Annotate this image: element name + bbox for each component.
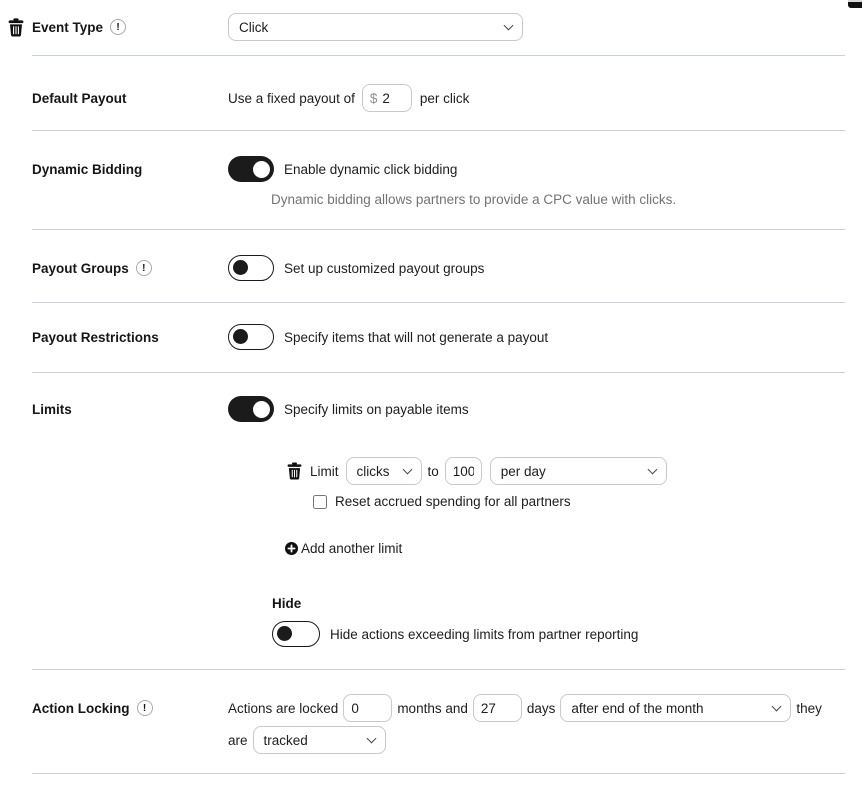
add-another-limit-label: Add another limit (301, 541, 403, 556)
payout-groups-toggle-label: Set up customized payout groups (284, 260, 485, 276)
payout-groups-toggle[interactable] (228, 255, 274, 281)
payout-suffix-text: per click (419, 90, 470, 106)
action-locking-row (32, 670, 845, 774)
info-icon[interactable]: ! (136, 260, 152, 276)
chevron-down-icon (402, 464, 412, 474)
limits-row (32, 373, 845, 670)
to-word: to (427, 463, 439, 479)
dynamic-bidding-label: Dynamic Bidding (32, 161, 143, 177)
reset-spending-row (313, 494, 845, 509)
payout-restrictions-toggle[interactable] (228, 324, 274, 350)
limit-amount-input[interactable] (445, 457, 482, 485)
locking-are-text: are (228, 732, 248, 748)
payout-restrictions-row (32, 303, 845, 373)
hide-actions-toggle-label: Hide actions exceeding limits from partner reporting (330, 626, 639, 642)
default-payout-label: Default Payout (32, 90, 127, 106)
limits-label: Limits (32, 401, 72, 417)
payout-amount-field[interactable] (362, 84, 412, 112)
plus-circle-icon (285, 542, 298, 555)
limit-period-select-value: per day (500, 463, 546, 479)
reset-spending-checkbox[interactable] (313, 495, 327, 509)
locking-months-input[interactable] (343, 694, 392, 722)
limit-period-select[interactable] (490, 457, 667, 485)
locking-when-select[interactable] (560, 694, 791, 722)
locking-between-text: months and (397, 700, 468, 716)
limit-word: Limit (310, 463, 339, 479)
trash-icon[interactable] (287, 462, 302, 480)
limit-definition-row (287, 457, 845, 485)
payout-amount-input[interactable] (382, 91, 403, 106)
event-type-select[interactable] (228, 13, 523, 41)
limit-metric-select-value: clicks (356, 463, 390, 479)
chevron-down-icon (366, 733, 376, 743)
info-icon[interactable]: ! (137, 700, 153, 716)
default-payout-row (32, 56, 845, 131)
dynamic-bidding-toggle-label: Enable dynamic click bidding (284, 161, 458, 177)
dynamic-bidding-helper-text: Dynamic bidding allows partners to provide a CPC value with clicks. (271, 192, 677, 207)
trash-icon[interactable] (8, 18, 24, 37)
event-type-row (32, 0, 845, 56)
info-icon[interactable]: ! (110, 19, 126, 35)
chevron-down-icon (504, 20, 514, 30)
hide-section-heading: Hide (272, 596, 302, 611)
chevron-down-icon (647, 464, 657, 474)
event-type-select-value: Click (239, 19, 269, 35)
currency-symbol: $ (369, 90, 378, 106)
locking-lead-text: Actions are locked (228, 700, 339, 716)
limits-toggle-label: Specify limits on payable items (284, 401, 469, 417)
payout-prefix-text: Use a fixed payout of (228, 90, 355, 106)
payout-groups-row (32, 230, 845, 303)
dynamic-bidding-row (32, 131, 845, 230)
locking-days-input[interactable] (473, 694, 522, 722)
limits-toggle[interactable] (228, 396, 274, 422)
locking-when-select-value: after end of the month (571, 700, 704, 716)
dynamic-bidding-toggle[interactable] (228, 156, 274, 182)
hide-actions-toggle[interactable] (272, 621, 320, 647)
event-type-label: Event Type (32, 19, 104, 35)
limit-metric-select[interactable] (346, 457, 422, 485)
clipped-element-fragment (848, 0, 862, 8)
locking-status-select-value: tracked (263, 732, 308, 748)
add-another-limit-button[interactable] (285, 541, 402, 556)
reset-spending-label: Reset accrued spending for all partners (335, 494, 571, 509)
payout-groups-label: Payout Groups (32, 260, 129, 276)
payout-restrictions-label: Payout Restrictions (32, 329, 159, 345)
chevron-down-icon (772, 701, 782, 711)
action-locking-label: Action Locking (32, 700, 130, 716)
locking-days-text: days (526, 700, 556, 716)
locking-status-select[interactable] (253, 726, 386, 754)
locking-tail-text: they (796, 700, 822, 716)
payout-restrictions-toggle-label: Specify items that will not generate a payout (284, 329, 549, 345)
